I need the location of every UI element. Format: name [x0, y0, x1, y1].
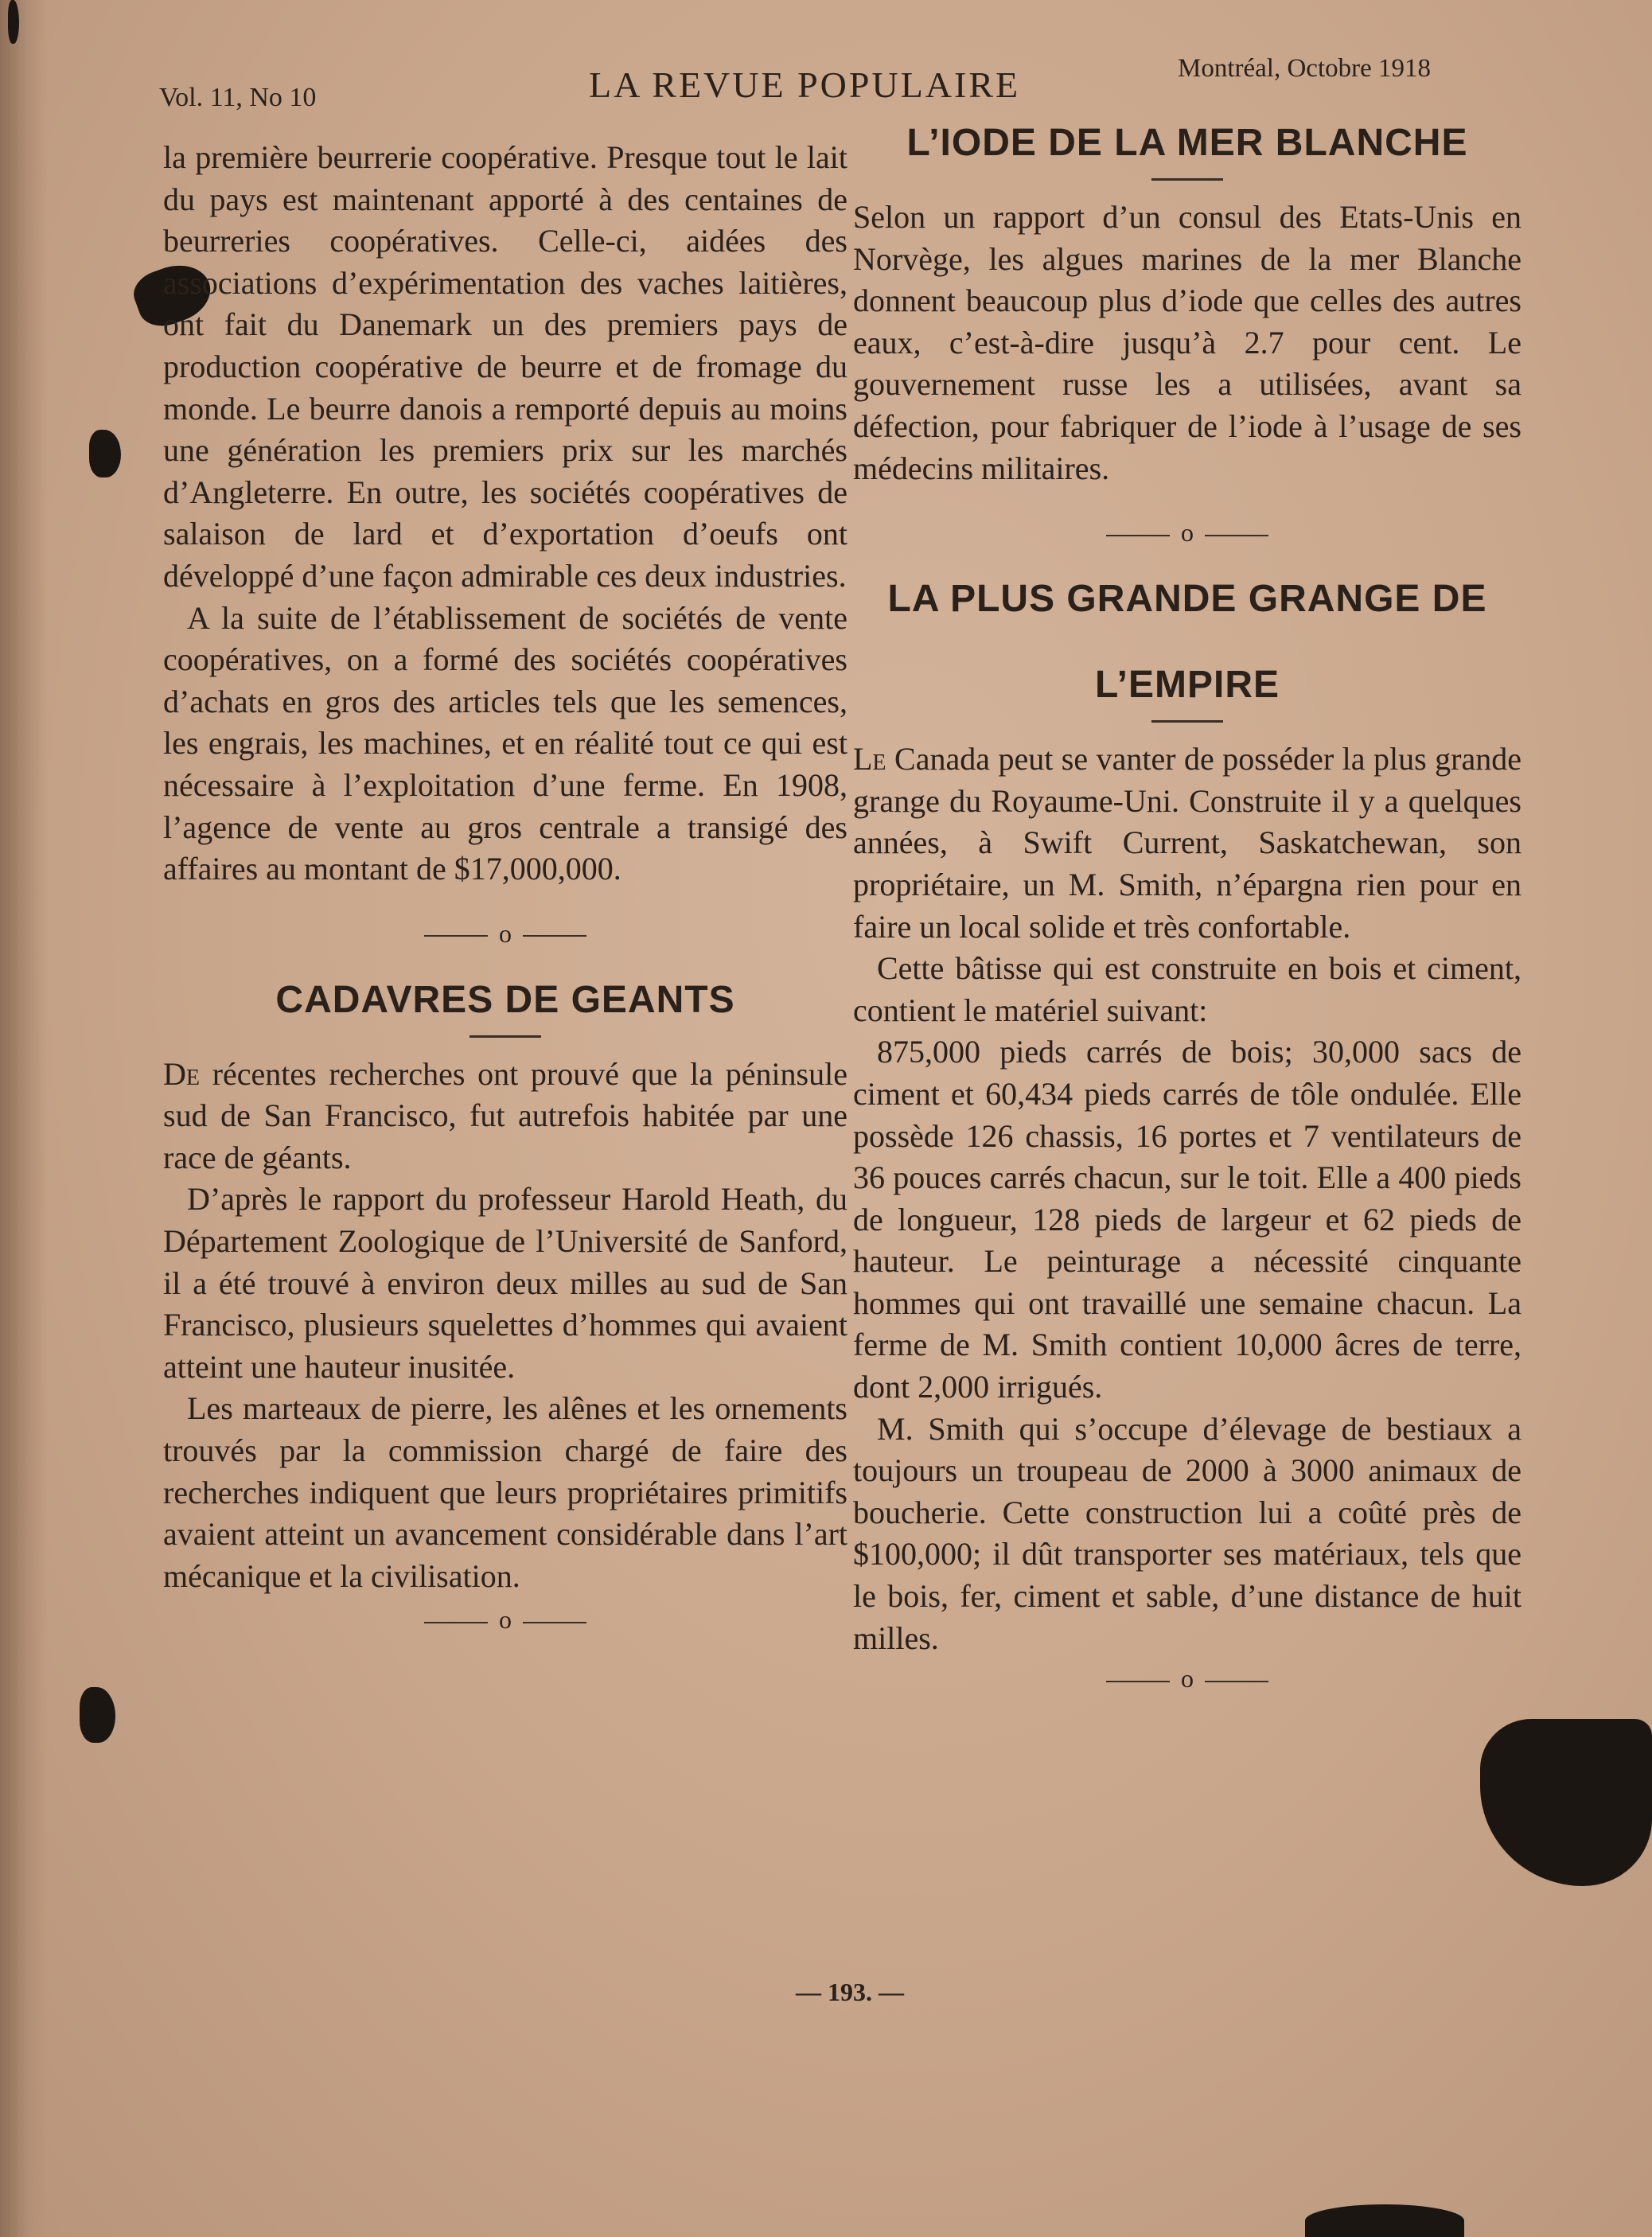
ink-blot	[1305, 2204, 1464, 2237]
ink-blot	[89, 430, 121, 477]
headline-cadavres-de-geants: CADAVRES DE GEANTS	[275, 978, 735, 1021]
page-binding-edge	[0, 0, 48, 2237]
article-geants-paragraph-2: D’après le rapport du professeur Harold Heath, du Département Zoologique de l’Université de Sanford, il a été trouvé à environ deux milles au sud de San Francisco, plusieurs squelettes d’hommes qui avaient atteint une hauteur inusitée.	[163, 1181, 847, 1385]
article-grange-paragraph-2: Cette bâtisse qui est construite en bois et ciment, contient le matériel suivant:	[853, 950, 1521, 1028]
article-grange-paragraph-3: 875,000 pieds carrés de bois; 30,000 sacs de ciment et 60,434 pieds carrés de tôle ondulée. Elle possède 126 chassis, 16 portes et 7 ventilateurs de 36 pouces carrés chacun, sur le toit. Elle a 400 pieds de longueur, 128 pieds de largeur et 62 pieds de hauteur. Le peinturage a nécessité cinquante hommes qui ont travaillé une semaine chacun. La ferme de M. Smith contient 10,000 âcres de terre, dont 2,000 irrigués.	[853, 1034, 1521, 1405]
magazine-title: LA REVUE POPULAIRE	[589, 64, 1021, 105]
ink-blot	[8, 0, 19, 44]
left-column	[163, 137, 847, 1662]
page-number: — 193. —	[796, 1978, 904, 2006]
page-header	[0, 49, 1652, 113]
headline-iode-mer-blanche: L’IODE DE LA MER BLANCHE	[906, 122, 1468, 164]
headline-rule	[469, 1035, 541, 1038]
article-grange-paragraph-1: Le Canada peut se vanter de posséder la plus grande grange du Royaume-Uni. Construite il y a quelques années, à Swift Current, Saskatchewan, son propriétaire, un M. Smith, n’épargna rien pour en faire un local solide et très confortable.	[853, 741, 1521, 945]
article-continued-paragraph-1: la première beurrerie coopérative. Presque tout le lait du pays est maintenant apporté à des centaines de beurreries coopératives. Celle-ci, aidées des associations d’expérimentation des vaches laitières, ont fait du Danemark un des premiers pays de production coopérative de beurre et de fromage du monde. Le beurre danois a remporté depuis au moins une génération les premiers prix sur les marchés d’Angleterre. En outre, les sociétés coopératives de salaison de lard et d’exportation d’oeufs ont développé d’une façon admirable ces deux industries.	[163, 139, 847, 594]
ink-blot	[1480, 1719, 1652, 1886]
headline-rule	[1151, 720, 1223, 723]
article-iode-paragraph-1: Selon un rapport d’un consul des Etats-Unis en Norvège, les algues marines de la mer Blanche donnent beaucoup plus d’iode que celles des autres eaux, c’est-à-dire jusqu’à 2.7 pour cent. Le gouvernement russe les a utilisées, avant sa défection, pour fabriquer de l’iode à l’usage de ses médecins militaires.	[853, 199, 1521, 486]
issue-date: Montréal, Octobre 1918	[1178, 54, 1431, 83]
volume-number: Vol. 11, No 10	[159, 83, 317, 112]
ink-blot	[80, 1687, 115, 1743]
article-grange-paragraph-4: M. Smith qui s’occupe d’élevage de bestiaux a toujours un troupeau de 2000 à 3000 animaux de boucherie. Cette construction lui a coûté près de $100,000; il dût transporter ses matériaux, tels que le bois, fer, ciment et sable, d’une distance de huit milles.	[853, 1410, 1521, 1656]
article-geants-paragraph-3: Les marteaux de pierre, les alênes et les ornements trouvés par la commission chargé de faire des recherches indiquent que leurs propriétaires primitifs avaient atteint un avancement considérable dans l’art mécanique et la civilisation.	[163, 1390, 847, 1594]
headline-grande-grange: LA PLUS GRANDE GRANGE DE	[887, 578, 1487, 621]
right-column	[853, 119, 1521, 1721]
article-continued-paragraph-2: A la suite de l’établissement de sociétés de vente coopératives, on a formé des sociétés coopératives d’achats en gros des articles tels que les semences, les engrais, les machines, et en réalité tout ce qui est nécessaire à l’exploitation d’une ferme. En 1908, l’agence de vente au gros centrale a transigé des affaires au montant de $17,000,000.	[163, 599, 847, 887]
drop-cap: De	[163, 1055, 200, 1092]
article-geants-paragraph-1: De récentes recherches ont prouvé que la péninsule sud de San Francisco, fut autrefois habitée par une race de géants.	[163, 1055, 847, 1175]
section-separator: o	[853, 1662, 1521, 1694]
section-separator: o	[853, 516, 1521, 548]
headline-rule	[1151, 178, 1223, 181]
section-separator: o	[163, 918, 847, 949]
headline-grande-grange-line-2: L’EMPIRE	[1094, 664, 1280, 707]
drop-cap: Le	[853, 741, 886, 777]
section-separator: o	[163, 1604, 847, 1635]
